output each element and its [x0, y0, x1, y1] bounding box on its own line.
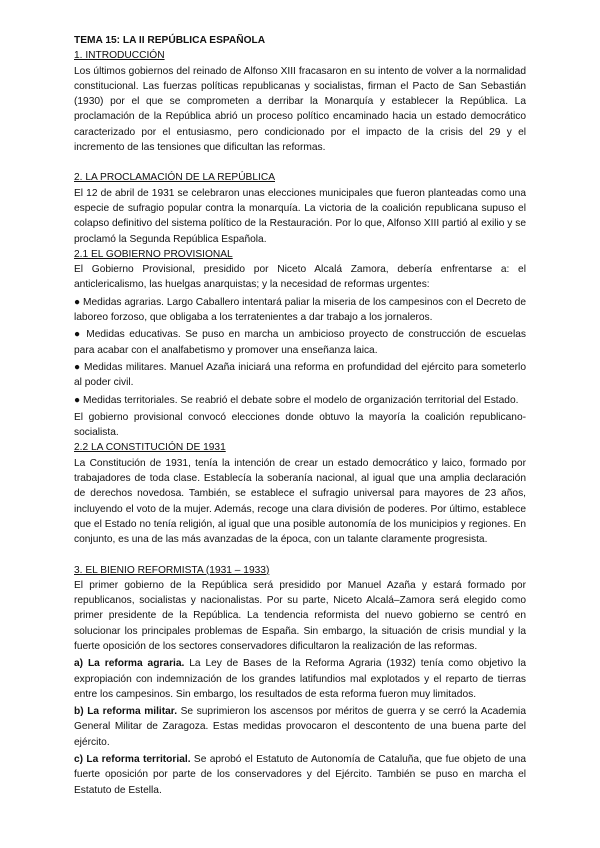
document-title: TEMA 15: LA II REPÚBLICA ESPAÑOLA: [74, 35, 266, 46]
section-2-2-heading: 2.2 LA CONSTITUCIÓN DE 1931: [74, 442, 226, 454]
section-3-heading: 3. EL BIENIO REFORMISTA (1931 – 1933): [74, 564, 270, 576]
section-2-paragraph: El 12 de abril de 1931 se celebraron unas elecciones municipales que fueron planteadas como una especie de sufragio popular contra la monarquía. La victoria de la coalición republicana supuso el colapso definitivo del sistema político de la Restauración. Por lo que, Alfonso XIII partió al exilio y se proclamó la Segunda República Española.: [74, 187, 526, 245]
reform-text: Se suprimieron los ascensos por méritos de guerra y se cerró la Academia General Militar de Zaragoza. Estas medidas provocaron el descontento de una buena parte del ejército.: [74, 706, 526, 748]
bullet-education: ● Medidas educativas. Se puso en marcha un ambicioso proyecto de construcción de escuelas para acabar con el analfabetismo y promover una enseñanza laica.: [74, 329, 526, 356]
bullet-agrarian: ● Medidas agrarias. Largo Caballero intentará paliar la miseria de los campesinos con el Decreto de laboreo forzoso, que obligaba a los terratenientes a dar trabajo a los jornaleros.: [74, 296, 526, 324]
section-2-1-closing: El gobierno provisional convocó elecciones donde obtuvo la mayoría la coalición republicano-socialista.: [74, 411, 526, 439]
document-page: [74, 33, 526, 798]
reform-label: a) La reforma agraria.: [74, 658, 185, 670]
reform-text: La Ley de Bases de la Reforma Agraria (1932) tenía como objetivo la expropiación con indemnización de los grandes latifundios mal explotados y el reparto de tierras entre los campesinos. Sin embargo, los resultados de esta reforma fueron muy limitados.: [74, 658, 526, 700]
section-2-1-heading: 2.1 EL GOBIERNO PROVISIONAL: [74, 248, 233, 260]
reform-text: Se aprobó el Estatuto de Autonomía de Cataluña, que fue objeto de una fuerte oposición por parte de los conservadores y del Ejército. También se puso en marcha el Estatuto de Estella.: [74, 754, 526, 796]
spacer: [74, 155, 526, 170]
spacer: [74, 548, 526, 563]
section-2-1-intro: El Gobierno Provisional, presidido por Niceto Alcalá Zamora, debería enfrentarse a: el anticlericalismo, las huelgas anarquistas; y la necesidad de reformas urgentes:: [74, 264, 526, 291]
reform-item-territorial: [74, 752, 526, 798]
reform-item-agrarian: [74, 656, 526, 702]
reform-item-military: [74, 704, 526, 750]
section-3-paragraph: El primer gobierno de la República será presidido por Manuel Azaña y estará formado por republicanos, socialistas y nacionalistas. Por su parte, Niceto Alcalá–Zamora será elegido como primer presidente de la República. La tendencia reformista del nuevo gobierno se centró en solucionar los principales problemas de España. Sin embargo, la situación de crisis mundial y la fuerte oposición de los sectores conservadores dificultaron la realización de las reformas.: [74, 579, 526, 652]
reform-label: b) La reforma militar.: [74, 706, 178, 718]
reform-label: c) La reforma territorial.: [74, 754, 191, 766]
bullet-territorial: ● Medidas territoriales. Se reabrió el debate sobre el modelo de organización territorial del Estado.: [74, 394, 519, 406]
bullet-military: ● Medidas militares. Manuel Azaña iniciará una reforma en profundidad del ejército para someterlo al poder civil.: [74, 361, 526, 389]
section-1-heading: 1. INTRODUCCIÓN: [74, 50, 165, 62]
section-2-heading: 2. LA PROCLAMACIÓN DE LA REPÚBLICA: [74, 172, 275, 184]
section-1-paragraph: Los últimos gobiernos del reinado de Alfonso XIII fracasaron en su intento de volver a la normalidad constitucional. Las fuerzas políticas republicanas y socialistas, firman el Pacto de San Sebastián (1930) por el que se comprometen a derribar la Monarquía y establecer la República. La proclamación de la República abrió un proceso político encaminado hacia un estado democrático caracterizado por el entusiasmo, pero condicionado por el impacto de la crisis del 29 y el incremento de las tensiones que dificultan las reformas.: [74, 65, 526, 154]
section-2-2-paragraph: La Constitución de 1931, tenía la intención de crear un estado democrático y laico, formado por trabajadores de toda clase. Establecía la soberanía nacional, al igual que una amplia declaración de derechos novedosa. También, se establece el sufragio universal para mayores de 23 años, incluyendo el voto de la mujer. Además, recoge una clara división de poderes. Por último, establece que el Estado no tenía religión, al igual que una posible autonomía de los municipios y regiones. En conjunto, es una de las más avanzadas de la época, con un talante claramente progresista.: [74, 457, 526, 546]
